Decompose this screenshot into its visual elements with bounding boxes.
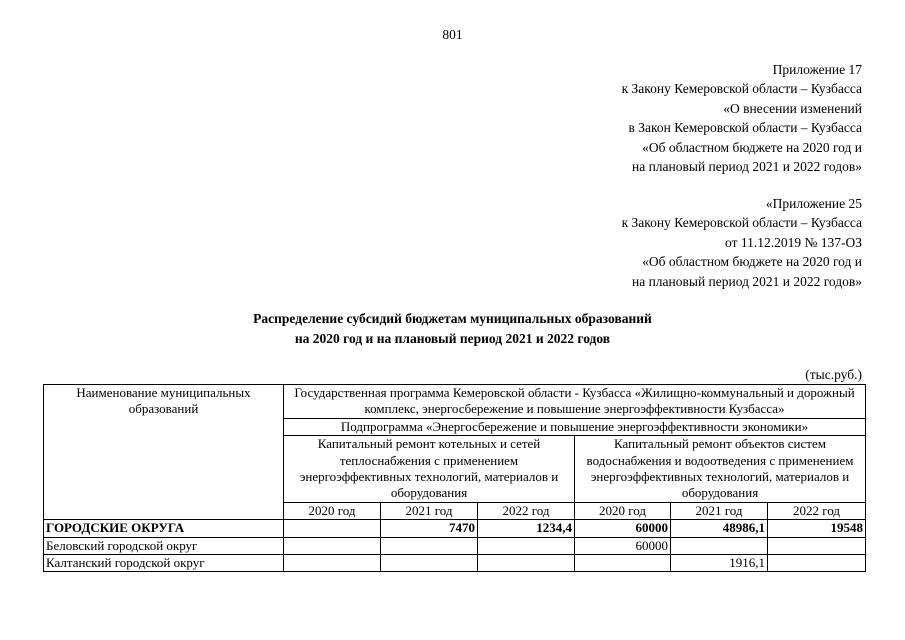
value-cell	[768, 537, 866, 554]
annex-line: Приложение 17	[772, 62, 862, 77]
annex-line: «Приложение 25	[765, 196, 862, 211]
value-cell	[381, 555, 478, 572]
value-cell: 60000	[575, 520, 671, 537]
year-header: 2022 год	[478, 502, 575, 519]
subsidy-table	[43, 384, 866, 572]
annex-line: от 11.12.2019 № 137-ОЗ	[725, 234, 862, 250]
table-row	[44, 520, 866, 537]
table-row	[44, 555, 866, 572]
value-cell	[381, 537, 478, 554]
group-heating-header: Капитальный ремонт котельных и сетей теплоснабжения с применением энергоэффективных технологий, материалов и оборудования	[284, 436, 575, 503]
row-name: ГОРОДСКИЕ ОКРУГА	[44, 520, 284, 537]
annex-line: на плановый период 2021 и 2022 годов»	[631, 273, 862, 289]
annex-line: «Об областном бюджете на 2020 год и	[642, 139, 862, 155]
page-number: 801	[442, 27, 463, 42]
year-header: 2021 год	[381, 502, 478, 519]
annex-line: «Об областном бюджете на 2020 год и	[642, 254, 862, 270]
value-cell	[768, 555, 866, 572]
annex-header-25	[622, 194, 862, 291]
value-cell: 60000	[575, 537, 671, 554]
subprogram-header: Подпрограмма «Энергосбережение и повышение энергоэффективности экономики»	[284, 418, 866, 435]
value-cell	[284, 520, 381, 537]
units-label: (тыс.руб.)	[805, 367, 862, 382]
annex-line: на плановый период 2021 и 2022 годов»	[631, 159, 862, 175]
annex-line: в Закон Кемеровской области – Кузбасса	[628, 120, 862, 136]
value-cell	[284, 555, 381, 572]
value-cell: 1916,1	[671, 555, 768, 572]
document-title	[0, 309, 905, 349]
year-header: 2020 год	[284, 502, 381, 519]
value-cell	[478, 537, 575, 554]
value-cell	[284, 537, 381, 554]
group-water-header: Капитальный ремонт объектов систем водоснабжения и водоотведения с применением энергоэффективных технологий, материалов и оборудования	[575, 436, 866, 503]
year-header: 2022 год	[768, 502, 866, 519]
value-cell	[575, 555, 671, 572]
row-name: Беловский городской округ	[44, 537, 284, 554]
title-line-1: Распределение субсидий бюджетам муниципальных образований	[253, 311, 652, 326]
annex-line: «О внесении изменений	[723, 100, 862, 116]
table-row	[44, 537, 866, 554]
value-cell	[671, 537, 768, 554]
annex-line: к Закону Кемеровской области – Кузбасса	[621, 81, 862, 97]
value-cell: 48986,1	[671, 520, 768, 537]
value-cell: 7470	[381, 520, 478, 537]
annex-line: к Закону Кемеровской области – Кузбасса	[621, 215, 862, 231]
title-line-2: на 2020 год и на плановый период 2021 и 2022 годов	[294, 331, 611, 346]
year-header: 2021 год	[671, 502, 768, 519]
value-cell: 19548	[768, 520, 866, 537]
year-header: 2020 год	[575, 502, 671, 519]
value-cell: 1234,4	[478, 520, 575, 537]
annex-header-17	[622, 60, 862, 176]
value-cell	[478, 555, 575, 572]
program-header: Государственная программа Кемеровской области - Кузбасса «Жилищно-коммунальный и дорожный комплекс, энергосбережение и повышение энергоэффективности Кузбасса»	[284, 385, 866, 419]
header-name-cell: Наименование муниципальных образований	[44, 385, 284, 520]
row-name: Калтанский городской округ	[44, 555, 284, 572]
